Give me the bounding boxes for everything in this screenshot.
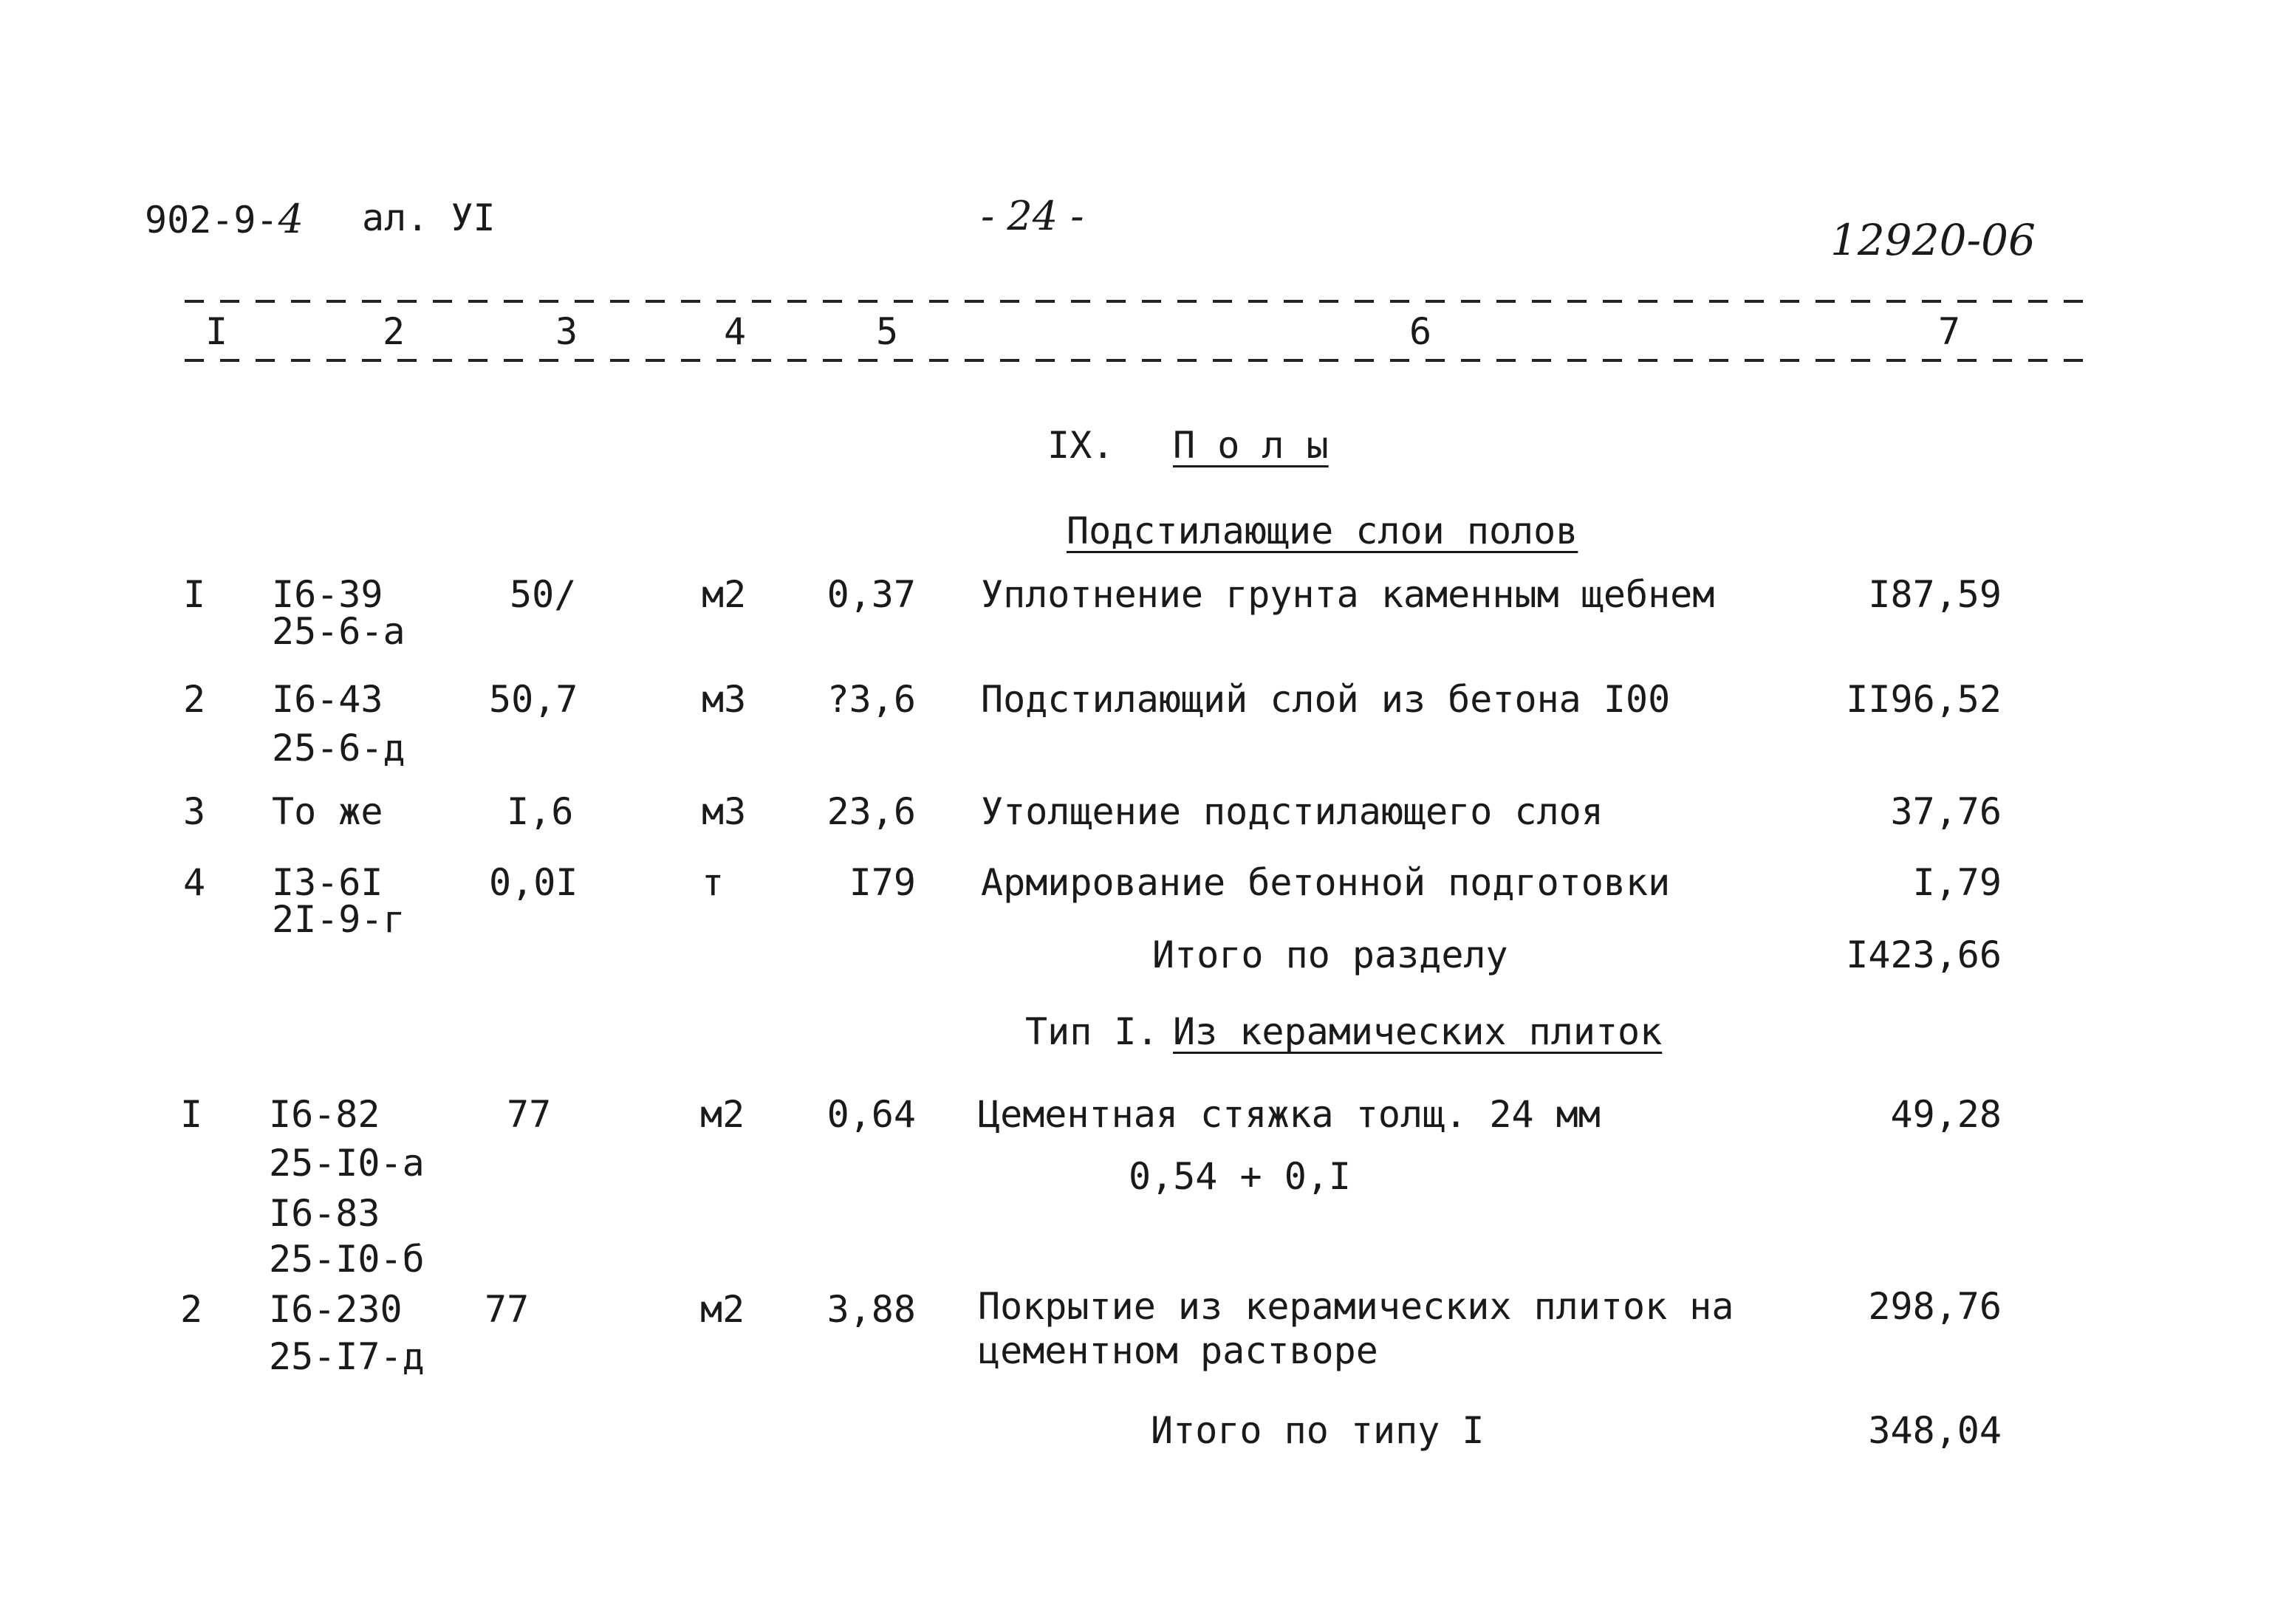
row-total: I87,59 xyxy=(1868,573,2002,616)
row-number: I xyxy=(180,1093,203,1136)
row-number: 3 xyxy=(183,790,206,833)
quantity: 0,0I xyxy=(489,861,578,904)
subsection-type-label: Тип I. xyxy=(1025,1010,1159,1053)
subsection-title: Подстилающие слои полов xyxy=(1067,510,1578,552)
rate-code: То же xyxy=(272,790,383,833)
row-number: 4 xyxy=(183,861,206,904)
subsection-title: Из керамических плиток xyxy=(1173,1010,1663,1053)
column-header-2: 2 xyxy=(383,310,405,353)
rate-code: I6-82 xyxy=(269,1093,380,1136)
rate-code: I6-39 xyxy=(272,573,383,616)
section-subtotal-label: Итого по разделу xyxy=(1152,933,1508,976)
unit: м3 xyxy=(702,790,747,833)
unit-price: 3,88 xyxy=(827,1288,916,1331)
document-code-handwritten: 4 xyxy=(278,196,304,242)
row-total: I,79 xyxy=(1912,861,2002,904)
unit: т xyxy=(702,861,725,904)
row-total: 37,76 xyxy=(1890,790,2002,833)
work-description-continued: цементном растворе xyxy=(978,1329,1378,1372)
unit-price: 23,6 xyxy=(827,790,916,833)
rate-code: I6-43 xyxy=(272,678,383,721)
unit-price: 0,64 xyxy=(827,1093,916,1136)
column-header-6: 6 xyxy=(1409,310,1432,353)
unit: м2 xyxy=(702,573,747,616)
rate-code-secondary: 25-I0-а xyxy=(269,1142,425,1185)
unit-price: ?3,6 xyxy=(827,678,916,721)
work-description: Покрытие из керамических плиток на xyxy=(978,1285,1734,1328)
quantity: 50,7 xyxy=(489,678,578,721)
unit: м2 xyxy=(700,1093,745,1136)
unit: м3 xyxy=(702,678,747,721)
price-calculation: 0,54 + 0,I xyxy=(1129,1155,1352,1198)
work-description: Подстилающий слой из бетона I00 xyxy=(981,678,1671,721)
row-number: 2 xyxy=(180,1288,203,1331)
rate-code: I3-6I xyxy=(272,861,383,904)
document-code: 902-9-4 xyxy=(145,196,304,242)
row-total: 49,28 xyxy=(1890,1093,2002,1136)
quantity: 50/ xyxy=(510,573,577,616)
row-total: 298,76 xyxy=(1868,1285,2002,1328)
rate-code-tertiary: I6-83 xyxy=(269,1192,380,1235)
rate-code-quaternary: 25-I0-б xyxy=(269,1238,425,1281)
column-header-5: 5 xyxy=(876,310,899,353)
unit-price: I79 xyxy=(849,861,916,904)
work-description: Уплотнение грунта каменным щебнем xyxy=(981,573,1715,616)
quantity: I,6 xyxy=(507,790,574,833)
column-header-7: 7 xyxy=(1938,310,1961,353)
row-number: 2 xyxy=(183,678,206,721)
row-number: I xyxy=(183,573,206,616)
type-subtotal-value: 348,04 xyxy=(1868,1409,2002,1452)
section-subtotal-value: I423,66 xyxy=(1846,933,2002,976)
work-description: Цементная стяжка толщ. 24 мм xyxy=(978,1093,1601,1136)
work-description: Армирование бетонной подготовки xyxy=(981,861,1671,904)
type-subtotal-label: Итого по типу I xyxy=(1151,1409,1485,1452)
section-number: IX. xyxy=(1047,424,1115,467)
column-header-1: I xyxy=(205,310,228,353)
work-description: Утолщение подстилающего слоя xyxy=(981,790,1604,833)
quantity: 77 xyxy=(485,1288,530,1331)
rate-code-secondary: 2I-9-г xyxy=(272,898,405,941)
album-label: ал. УI xyxy=(362,196,496,239)
quantity: 77 xyxy=(507,1093,552,1136)
page-number: - 24 - xyxy=(981,193,1084,239)
handwritten-stamp: 12920-06 xyxy=(1830,215,2036,265)
unit-price: 0,37 xyxy=(827,573,916,616)
column-header-3: 3 xyxy=(555,310,578,353)
header-rule-top xyxy=(185,300,2090,303)
row-total: II96,52 xyxy=(1846,678,2002,721)
rate-code: I6-230 xyxy=(269,1288,403,1331)
unit: м2 xyxy=(700,1288,745,1331)
rate-code-secondary: 25-6-д xyxy=(272,727,405,770)
header-rule-bottom xyxy=(185,359,2090,362)
section-title: П о л ы xyxy=(1173,424,1329,467)
rate-code-secondary: 25-6-а xyxy=(272,610,405,653)
rate-code-secondary: 25-I7-д xyxy=(269,1335,425,1378)
column-header-4: 4 xyxy=(724,310,747,353)
